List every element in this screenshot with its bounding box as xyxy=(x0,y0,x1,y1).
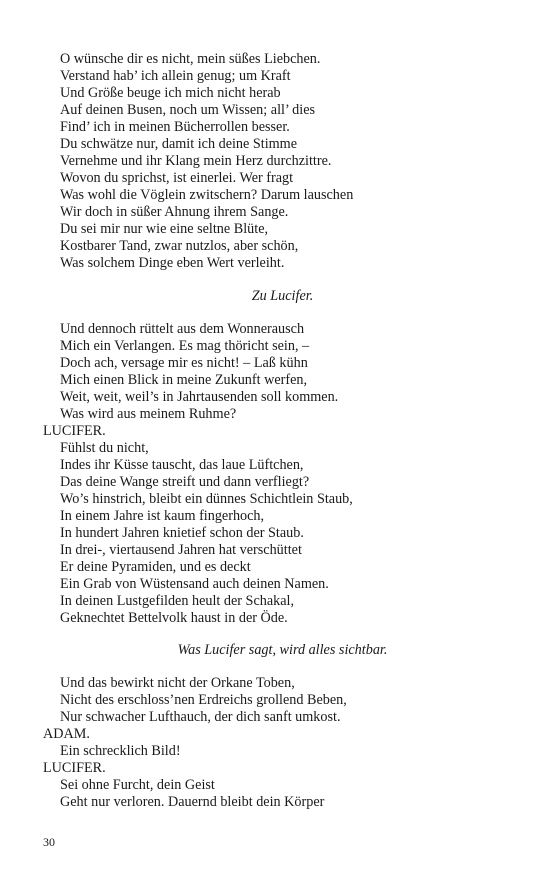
verse-line: Was wohl die Vöglein zwitschern? Darum lauschen xyxy=(60,187,354,203)
verse-line: Wovon du sprichst, ist einerlei. Wer fragt xyxy=(60,170,294,186)
verse-line: Geknechtet Bettelvolk haust in der Öde. xyxy=(60,610,288,626)
verse-line: Doch ach, versage mir es nicht! – Laß kühn xyxy=(60,355,308,371)
verse-line: In einem Jahre ist kaum fingerhoch, xyxy=(60,508,265,524)
verse-line: In deinen Lustgefilden heult der Schakal, xyxy=(60,593,295,609)
verse-line: Wo’s hinstrich, bleibt ein dünnes Schichtlein Staub, xyxy=(60,491,353,507)
verse-line: Du schwätze nur, damit ich deine Stimme xyxy=(60,136,298,152)
verse-line: Und Größe beuge ich mich nicht herab xyxy=(60,85,281,101)
verse-line: Vernehme und ihr Klang mein Herz durchzittre. xyxy=(60,153,332,169)
verse-line: Du sei mir nur wie eine seltne Blüte, xyxy=(60,221,269,237)
verse-line: Mich einen Blick in meine Zukunft werfen, xyxy=(60,372,308,388)
verse-line: Und dennoch rüttelt aus dem Wonnerausch xyxy=(60,321,305,337)
verse-line: Ein Grab von Wüstensand auch deinen Namen. xyxy=(60,576,329,592)
verse-line: O wünsche dir es nicht, mein süßes Liebchen. xyxy=(60,51,321,67)
verse-line: Kostbarer Tand, zwar nutzlos, aber schön, xyxy=(60,238,299,254)
verse-line: Das deine Wange streift und dann verfliegt? xyxy=(60,474,310,490)
verse-line: Sei ohne Furcht, dein Geist xyxy=(60,777,215,793)
verse-line: Und das bewirkt nicht der Orkane Toben, xyxy=(60,675,295,691)
speaker-name: ADAM. xyxy=(43,726,90,742)
verse-line: Ein schrecklich Bild! xyxy=(60,743,181,759)
stage-direction: Zu Lucifer. xyxy=(251,288,314,304)
verse-line: In hundert Jahren knietief schon der Staub. xyxy=(60,525,304,541)
verse-line: Er deine Pyramiden, und es deckt xyxy=(60,559,251,575)
verse-line: Verstand hab’ ich allein genug; um Kraft xyxy=(60,68,291,84)
verse-line: Was solchem Dinge eben Wert verleiht. xyxy=(60,255,285,271)
verse-line: Indes ihr Küsse tauscht, das laue Lüftchen, xyxy=(60,457,304,473)
verse-line: Was wird aus meinem Ruhme? xyxy=(60,406,237,422)
verse-line: Geht nur verloren. Dauernd bleibt dein Körper xyxy=(60,794,325,810)
stage-direction: Was Lucifer sagt, wird alles sichtbar. xyxy=(177,642,388,658)
page-number: 30 xyxy=(43,835,55,849)
verse-line: Find’ ich in meinen Bücherrollen besser. xyxy=(60,119,290,135)
speaker-name: LUCIFER. xyxy=(43,423,106,439)
verse-line: Mich ein Verlangen. Es mag thöricht sein, – xyxy=(60,338,310,354)
verse-line: Nicht des erschloss’nen Erdreichs grollend Beben, xyxy=(60,692,347,708)
verse-line: Wir doch in süßer Ahnung ihrem Sange. xyxy=(60,204,289,220)
verse-line: Fühlst du nicht, xyxy=(60,440,149,456)
verse-line: Auf deinen Busen, noch um Wissen; all’ dies xyxy=(60,102,316,118)
verse-line: Weit, weit, weil’s in Jahrtausenden soll kommen. xyxy=(60,389,339,405)
verse-line: In drei-, viertausend Jahren hat verschüttet xyxy=(60,542,302,558)
verse-line: Nur schwacher Lufthauch, der dich sanft umkost. xyxy=(60,709,341,725)
speaker-name: LUCIFER. xyxy=(43,760,106,776)
